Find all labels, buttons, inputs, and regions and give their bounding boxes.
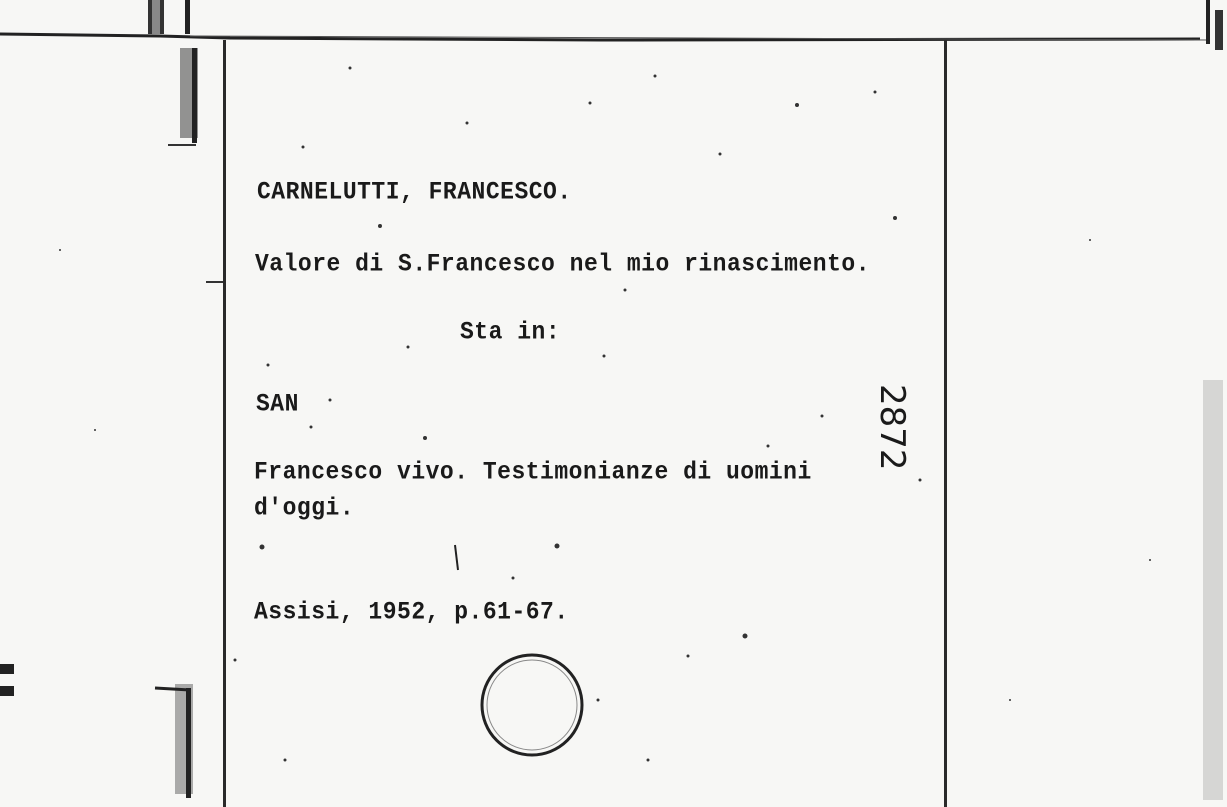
work-title: Valore di S.Francesco nel mio rinascimento. (255, 250, 870, 279)
in-label: Sta in: (460, 318, 561, 347)
source-title-line-2: d'oggi. (254, 494, 355, 523)
imprint-line: Assisi, 1952, p.61-67. (254, 598, 569, 627)
handwritten-shelf-number: 2872 (872, 384, 912, 471)
collection-code: SAN (256, 390, 299, 419)
catalog-card (223, 40, 947, 807)
author-heading: CARNELUTTI, FRANCESCO. (257, 178, 572, 207)
source-title-line-1: Francesco vivo. Testimonianze di uomini (254, 458, 812, 487)
